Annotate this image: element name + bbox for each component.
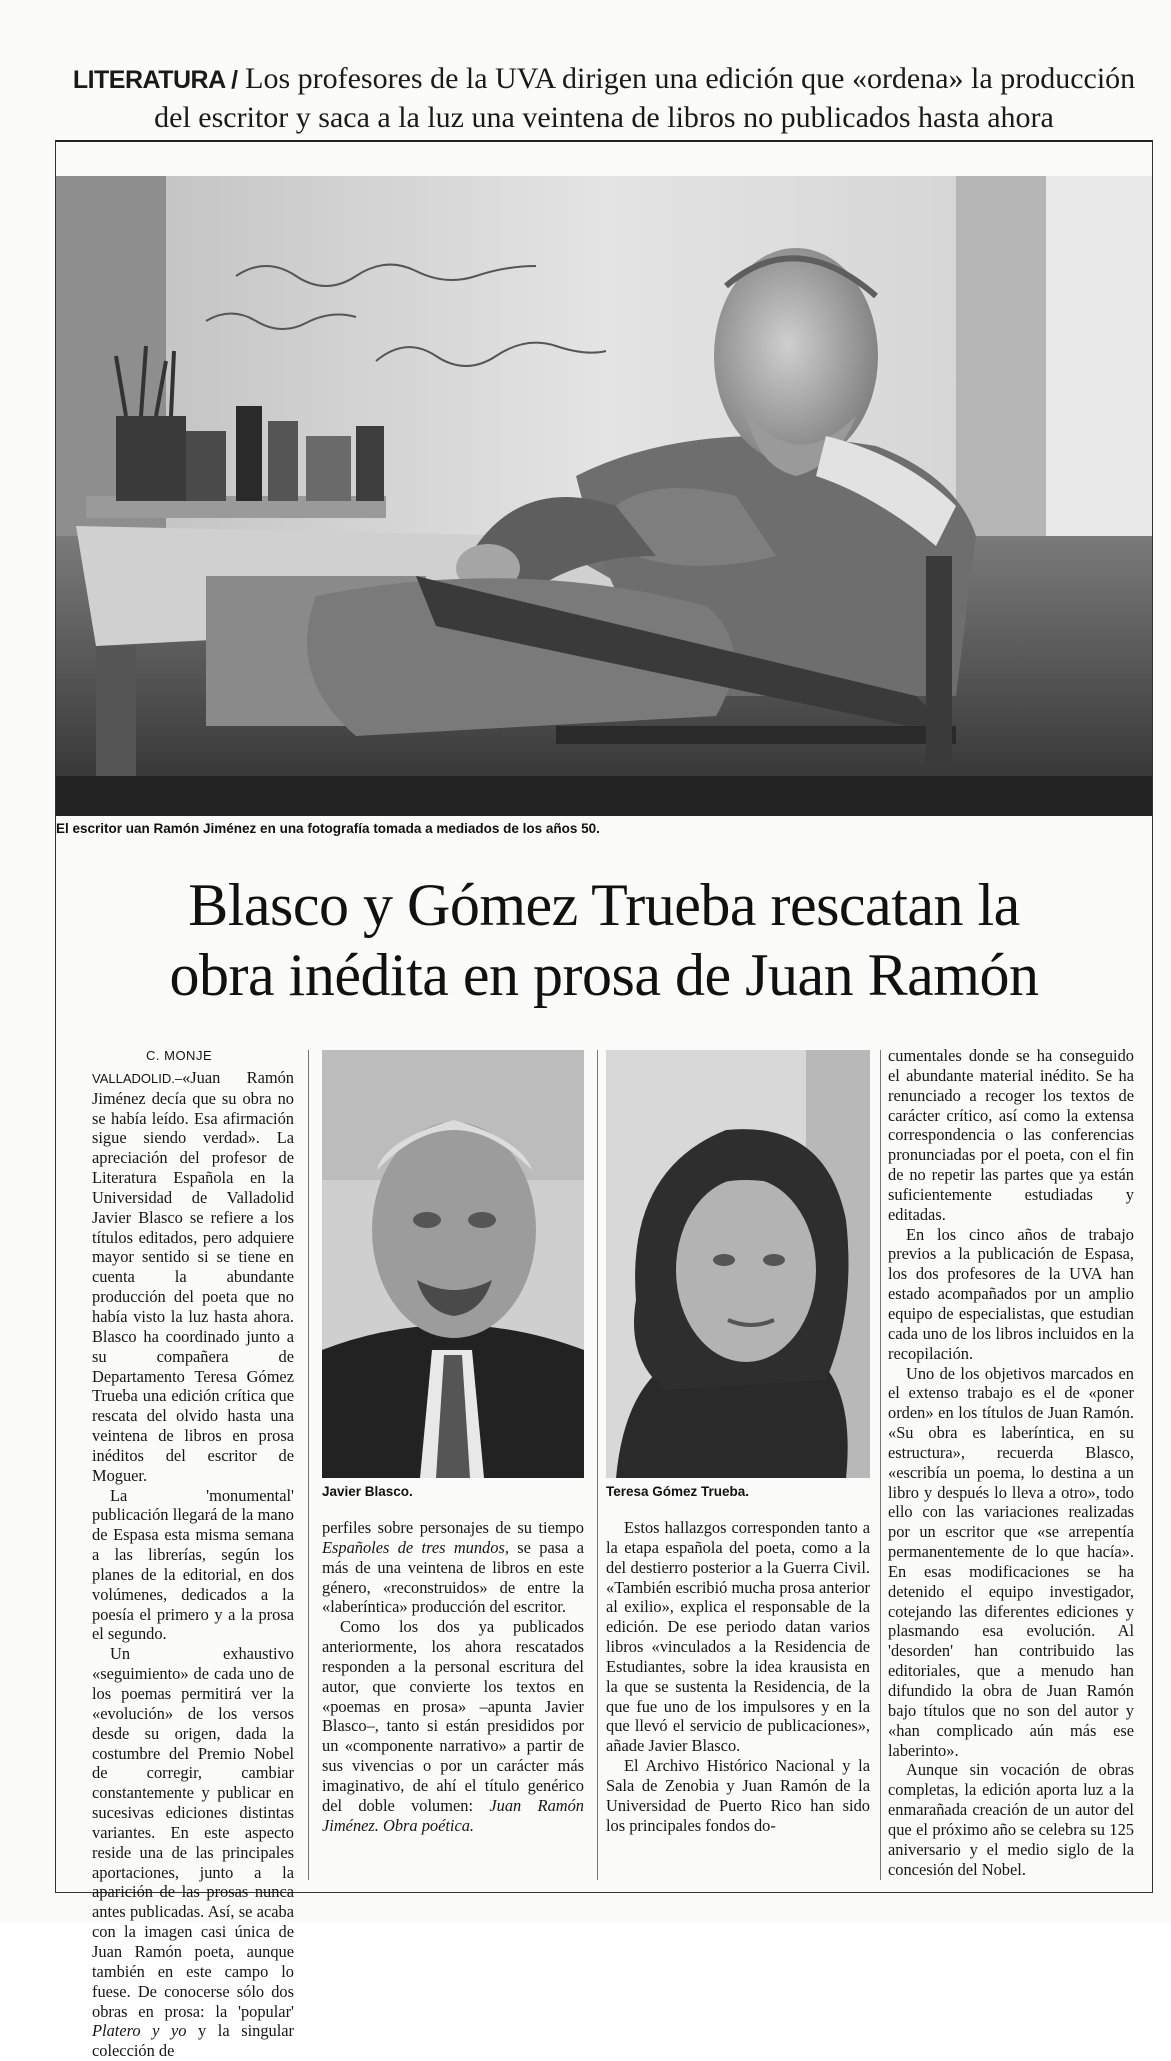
teresa-gomez-trueba-photo-image — [606, 1050, 870, 1478]
headline-line-1: Blasco y Gómez Trueba rescatan la — [188, 872, 1020, 938]
col1-paragraph-2: La 'monumental' publicación llegará de la mano de Espasa esta misma semana a las librerías, según los planes de la editorial, en dos volúmenes, dedicados a la poesía el primero y a la prosa el segundo. — [92, 1485, 294, 1644]
col4-paragraph-3: Uno de los objetivos marcados en el extenso trabajo es el de «poner orden» en los títulos de Juan Ramón. «Su obra es laberíntica, en su estructura», recuerda Blasco, «escribía un poema, lo destina a un libro y después lo lleva a otro», todo ello con las variaciones realizadas por un escritor que «se arrepentía permanentemente de lo que hacía». En esas modificaciones se ha detenido el equipo investigador, cotejando las diferentes ediciones y plasmando esa evolución. Al 'desorden' han contribuido las editoriales, que a menudo han difundido la obra de Juan Ramón bajo títulos que no son del autor y «han complicado aún más ese laberinto». — [888, 1363, 1134, 1760]
kicker-line-2: del escritor y saca a la luz una veintena de libros no publicados hasta ahora — [154, 101, 1054, 134]
column-3 — [606, 1518, 870, 1836]
kicker-section: LITERATURA / — [72, 66, 238, 94]
frame-right-rule — [1152, 140, 1153, 1892]
col2-paragraph-1 — [322, 1518, 584, 1617]
column-1 — [92, 1046, 294, 2061]
javier-blasco-photo-image — [322, 1050, 584, 1478]
col4-paragraph-2: En los cinco años de trabajo previos a la publicación de Espasa, los dos profesores de la UVA han estado acompañados por un amplio equipo de especialistas, que estudian cada uno de los libros incluidos en la recopilación. — [888, 1224, 1134, 1363]
col2-p2-italic: Juan Ramón Jiménez. Obra poética. — [322, 1795, 584, 1835]
byline: C. MONJE — [146, 1048, 213, 1063]
column-2 — [322, 1518, 584, 1836]
col4-paragraph-4: Aunque sin vocación de obras completas, la edición aporta luz a la enmarañada creación de un autor del que el próximo año se celebra su 125 aniversario y el medio siglo de la concesión del Nobel. — [888, 1760, 1134, 1879]
portrait-javier-blasco-caption: Javier Blasco. — [322, 1484, 413, 1499]
col4-paragraph-1: cumentales donde se ha conseguido el abundante material inédito. Se ha renunciado a recoger los textos de carácter crítico, así como la extensa correspondencia o las conferencias pronunciadas por el poeta, con el fin de no repetir las partes que ya están suficientemente estudiadas y editadas. — [888, 1046, 1134, 1224]
portrait-javier-blasco — [322, 1050, 584, 1478]
headline — [56, 870, 1152, 1010]
col3-paragraph-1: Estos hallazgos corresponden tanto a la etapa española del poeta, como a la del destierro posterior a la Guerra Civil. «También escribió mucha prosa anterior al exilio», explica el responsable de la edición. De ese periodo datan varios libros «vinculados a la Residencia de Estudiantes, sobre la idea krausista en la que se sustenta la Residencia, de la que fue uno de los impulsores y en la que llevó el servicio de publicaciones», añade Javier Blasco. — [606, 1518, 870, 1756]
col1-p3-start: Un exhaustivo «seguimiento» de cada uno de los poemas permitirá ver la «evolución» de los versos desde su origen, dada la costumbre del Premio Nobel de corregir, cambiar constantemente y publicar en sucesivas ediciones distintas variantes. En este aspecto reside una de las principales aportaciones, junto a la aparición de las prosas nunca antes publicadas. Así, se acaba con la imagen casi única de Juan Ramón poeta, aunque también en este campo lo fuese. De conocerse sólo dos obras en prosa: la 'popular' — [92, 1644, 294, 2021]
portrait-teresa-gomez-trueba — [606, 1050, 870, 1478]
col2-p2-start: Como los dos ya publicados anteriormente, los ahora rescatados responden a la personal escritura del autor, que convierte los textos en «poemas en prosa» –apunta Javier Blasco–, tanto si están presididos por un «componente narrativo» a partir de sus vivencias o por un carácter más imaginativo, de ahí el título genérico del doble volumen: — [322, 1617, 584, 1815]
dateline: VALLADOLID.– — [92, 1070, 183, 1086]
portrait-teresa-gomez-trueba-caption: Teresa Gómez Trueba. — [606, 1484, 750, 1499]
kicker — [55, 60, 1153, 137]
frame-top-rule — [55, 140, 1153, 142]
col1-p3-italic: Platero y yo — [92, 2021, 187, 2041]
kicker-line-1: Los profesores de la UVA dirigen una edición que «ordena» la producción — [237, 62, 1136, 95]
column-divider-1 — [308, 1050, 309, 1880]
column-divider-3 — [880, 1050, 881, 1880]
column-divider-2 — [597, 1050, 598, 1880]
column-4 — [888, 1046, 1134, 1879]
col1-p3-end: y la singular colección de — [92, 2021, 295, 2061]
col2-p1-end: , se pasa a más de una veintena de libros en este género, «reconstruidos» de entre la «laberíntica» producción del escritor. — [322, 1537, 584, 1617]
col1-paragraph-1 — [92, 1068, 294, 1486]
col2-p1-italic: Españoles de tres mundos — [322, 1537, 505, 1557]
col3-paragraph-2: El Archivo Histórico Nacional y la Sala de Zenobia y Juan Ramón de la Universidad de Puerto Rico han sido los principales fondos do- — [606, 1756, 870, 1835]
headline-line-2: obra inédita en prosa de Juan Ramón — [169, 942, 1039, 1008]
main-photo — [56, 176, 1152, 816]
main-photo-caption: El escritor uan Ramón Jiménez en una fotografía tomada a mediados de los años 50. — [56, 821, 600, 836]
col2-paragraph-2 — [322, 1617, 584, 1835]
col2-p1-start: perfiles sobre personajes de su tiempo — [322, 1518, 584, 1537]
col1-p1-text: «Juan Ramón Jiménez decía que su obra no se había leído. Esa afirmación sigue siendo verdad». La apreciación del profesor de Literatura Española en la Universidad de Valladolid Javier Blasco se refiere a los títulos editados, pero adquiere mayor sentido si se tiene en cuenta la abundante producción del poeta que no había visto la luz hasta ahora. Blasco ha coordinado junto a su compañera de Departamento Teresa Gómez Trueba una edición crítica que rescata del olvido hasta una veintena de libros en prosa inéditos del escritor de Moguer. — [92, 1067, 294, 1485]
writer-at-desk-photo-image — [56, 176, 1152, 816]
col1-paragraph-3 — [92, 1644, 294, 2061]
